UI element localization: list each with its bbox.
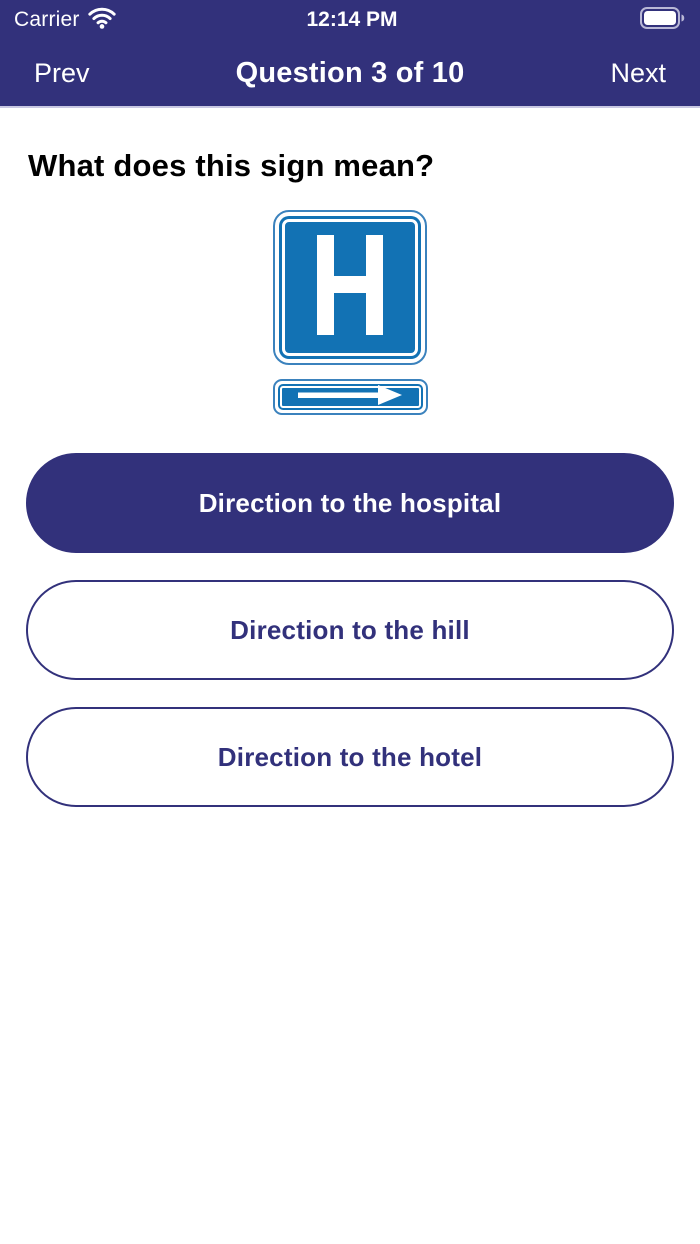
answer-button-hill[interactable] [26,580,674,680]
question-title: What does this sign mean? [28,148,435,183]
carrier-label: Carrier [14,8,80,31]
next-button[interactable]: Next [610,57,666,88]
answer-label: Direction to the hospital [198,487,502,518]
nav-bar [0,40,700,106]
battery-full-icon [640,7,686,34]
status-bar [0,0,700,40]
answer-list [26,453,674,807]
sign-image [0,210,700,415]
answer-label: Direction to the hotel [217,741,483,772]
status-right [550,7,690,34]
direction-arrow-sign [273,379,428,415]
nav-title: Question 3 of 10 [235,56,465,89]
direction-arrow-panel [278,384,423,410]
letter-h-glyph [317,235,383,340]
hospital-sign [273,210,427,365]
clock-label: 12:14 PM [306,8,398,31]
answer-label: Direction to the hill [230,614,470,645]
app-header [0,0,700,108]
answer-button-hospital[interactable] [26,453,674,553]
right-arrow-icon [294,384,406,411]
prev-button[interactable]: Prev [34,57,90,88]
wifi-icon [88,7,116,34]
answer-button-hotel[interactable] [26,707,674,807]
hospital-sign-panel [279,216,421,359]
status-left [14,7,154,34]
